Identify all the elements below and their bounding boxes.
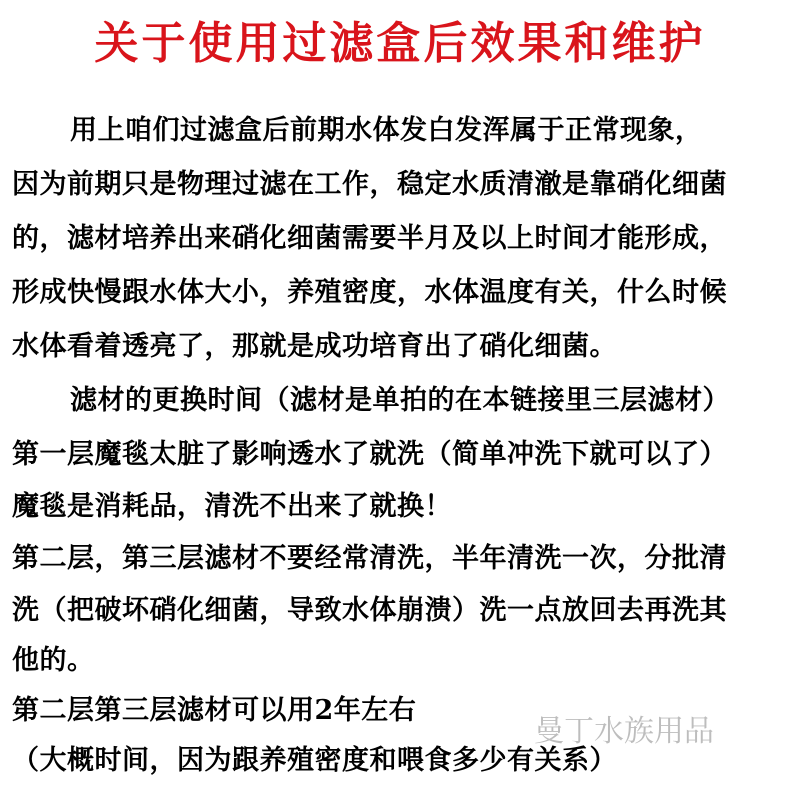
text-line: 形成快慢跟水体大小，养殖密度，水体温度有关，什么时候 <box>12 277 727 308</box>
text-line: 他的。 <box>12 645 95 676</box>
body-text <box>12 104 796 786</box>
page-title: 关于使用过滤盒后效果和维护 <box>94 18 706 69</box>
text-line: 滤材的更换时间（滤材是单拍的在本链接里三层滤材） <box>70 385 730 416</box>
text-line: 洗（把破坏硝化细菌，导致水体崩溃）洗一点放回去再洗其 <box>12 595 727 626</box>
text-line: 水体看着透亮了，那就是成功培育出了硝化细菌。 <box>12 331 617 362</box>
text-line: 的，滤材培养出来硝化细菌需要半月及以上时间才能形成， <box>12 223 727 254</box>
text-line: 第一层魔毯太脏了影响透水了就洗（简单冲洗下就可以了） <box>12 439 727 470</box>
text-line: 第二层第三层滤材可以用2年左右 <box>12 695 417 726</box>
watermark: 曼丁水族用品 <box>534 714 714 749</box>
text-line: （大概时间，因为跟养殖密度和喂食多少有关系） <box>12 745 617 776</box>
text-line: 因为前期只是物理过滤在工作，稳定水质清澈是靠硝化细菌 <box>12 169 727 200</box>
text-line: 魔毯是消耗品，清洗不出来了就换！ <box>12 491 452 522</box>
text-line: 第二层，第三层滤材不要经常清洗，半年清洗一次，分批清 <box>12 543 727 574</box>
text-line: 用上咱们过滤盒后前期水体发白发浑属于正常现象， <box>70 115 703 146</box>
